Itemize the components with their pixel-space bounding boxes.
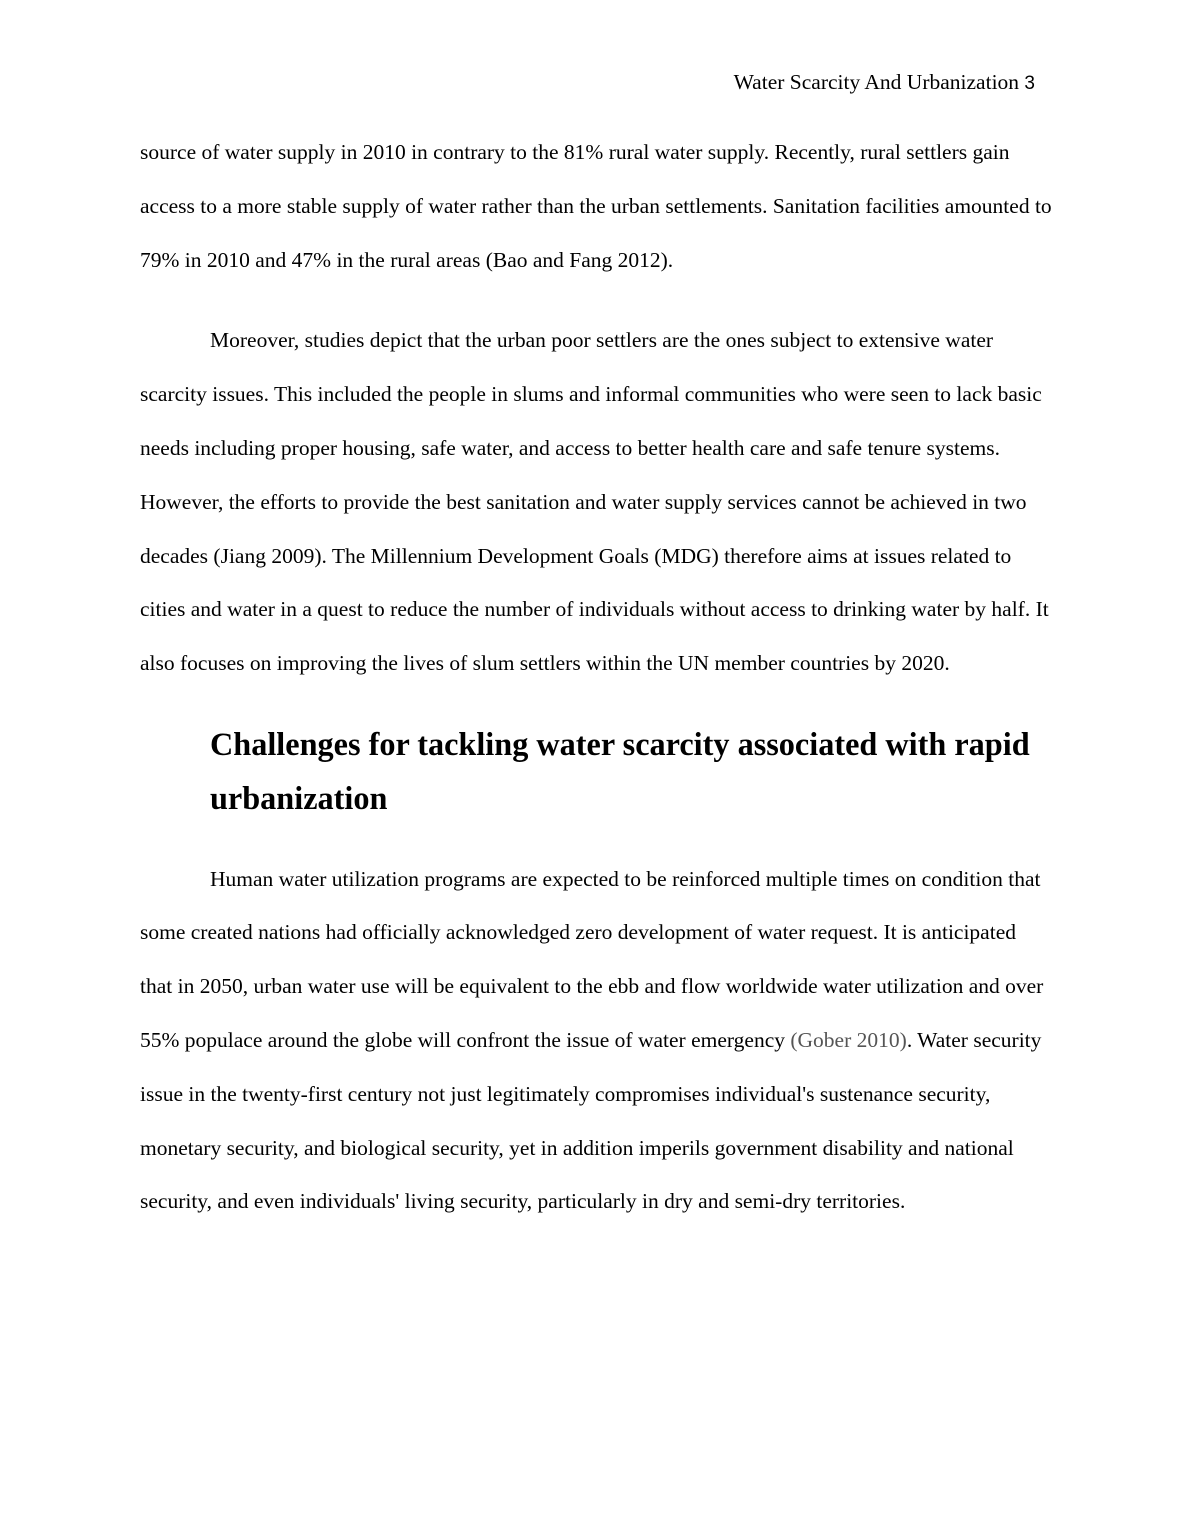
paragraph-spacer (140, 826, 1052, 853)
citation-gober: (Gober 2010) (790, 1027, 907, 1052)
paragraph-text-start: Human water utilization programs are expected to be reinforced multiple times on condition that some created nations had officially acknowledged zero development of water request. It is anticipated that in 2050, urban water use will be equivalent to the ebb and flow worldwide water utilization and over 55% populace around the globe will confront the issue of water emergency (140, 866, 1044, 1052)
paragraph-continuation: source of water supply in 2010 in contrary to the 81% rural water supply. Recently, rural settlers gain access to a more stable supply of water rather than the urban settlements. Sanitation facilities amounted to 79% in 2010 and 47% in the rural areas (Bao and Fang 2012). (140, 140, 1052, 272)
paragraph-text-end: . Water security issue in the twenty-first century not just legitimately compromises individual's sustenance security, monetary security, and biological security, yet in addition imperils government disability and national security, and even individuals' living security, particularly in dry and semi-dry territories. (140, 1027, 1042, 1214)
running-header (734, 70, 1035, 95)
paragraph-spacer (140, 287, 1052, 314)
paragraph-spacer (140, 691, 1052, 718)
page-number: 3 (1024, 73, 1035, 94)
paragraph-challenges (140, 853, 1052, 1230)
paragraph-urban-poor: Moreover, studies depict that the urban poor settlers are the ones subject to extensive water scarcity issues. This included the people in slums and informal communities who were seen to lack basic needs including proper housing, safe water, and access to better health care and safe tenure systems. However, the efforts to provide the best sanitation and water supply services cannot be achieved in two decades (Jiang 2009). The Millennium Development Goals (MDG) therefore aims at issues related to cities and water in a quest to reduce the number of individuals without access to drinking water by half. It also focuses on improving the lives of slum settlers within the UN member countries by 2020. (140, 328, 1049, 676)
section-heading: Challenges for tackling water scarcity associated with rapid urbanization (210, 725, 1030, 816)
document-body (140, 126, 1052, 1229)
running-head-title: Water Scarcity And Urbanization (733, 70, 1020, 94)
